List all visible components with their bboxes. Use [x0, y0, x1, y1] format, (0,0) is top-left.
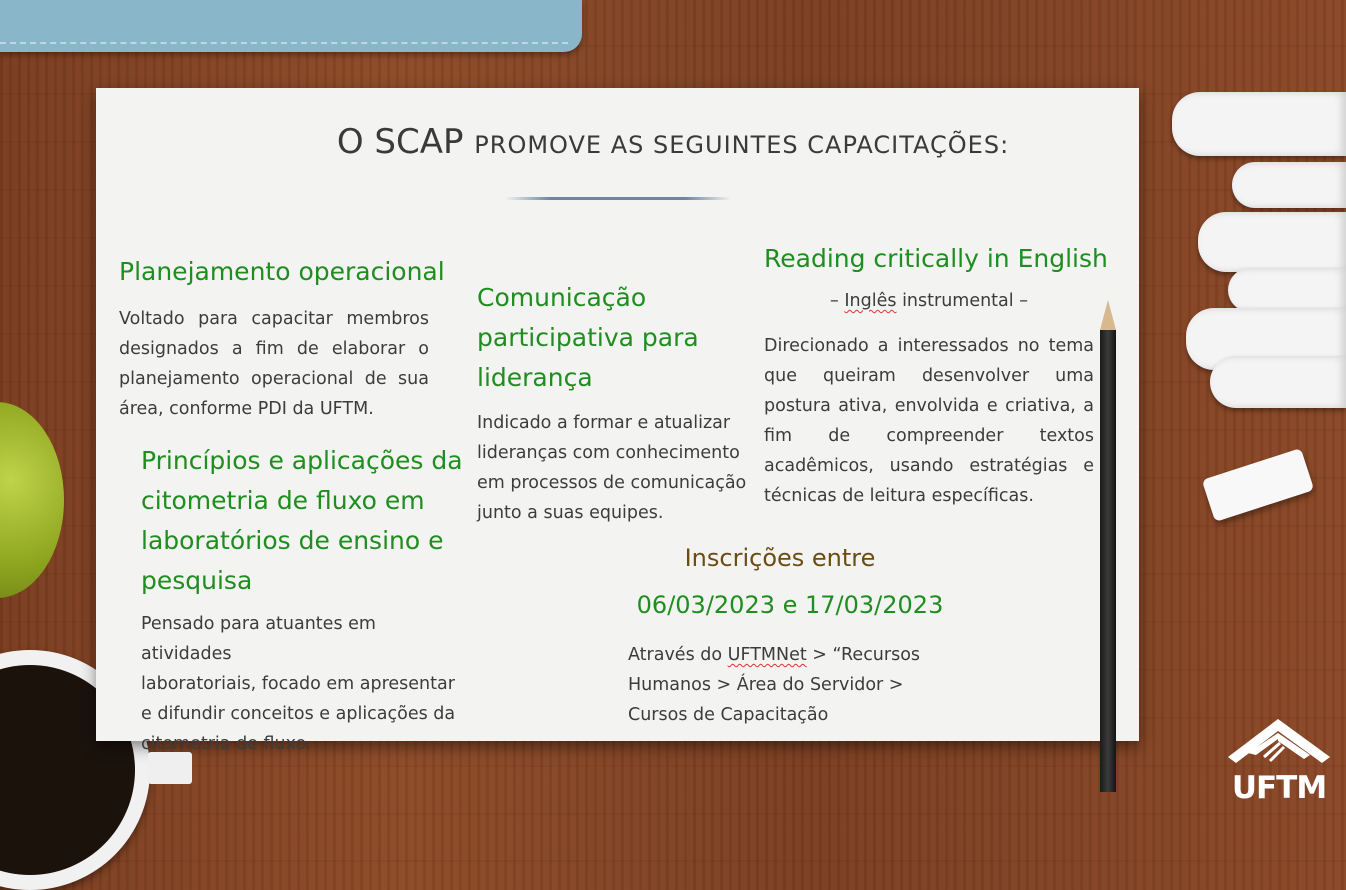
course-heading-reading: Reading critically in English	[764, 244, 1108, 273]
paper-roll	[1228, 268, 1346, 312]
path-line1-rest: > “Recursos	[812, 645, 921, 665]
tablet-cover	[0, 0, 582, 52]
subtitle-rest: instrumental –	[902, 291, 1028, 311]
registration-dates: 06/03/2023 e 17/03/2023	[636, 591, 944, 619]
description-line: postura ativa, envolvida e criativa, a	[764, 396, 1094, 416]
description-line: junto a suas equipes.	[477, 503, 664, 523]
path-line	[628, 640, 948, 670]
description-line: planejamento operacional de sua	[119, 369, 429, 389]
course-description-comunicacao	[477, 408, 747, 528]
subtitle-word: Inglês	[844, 291, 897, 311]
course-description-planejamento	[119, 304, 429, 424]
heading-line: Princípios e aplicações da	[141, 446, 463, 475]
pencil-tip	[1100, 300, 1116, 330]
description-line: fim de compreender textos	[764, 426, 1094, 446]
description-line: designados a fim de elaborar o	[119, 339, 429, 359]
course-description-citometria	[141, 609, 471, 759]
description-line: Indicado a formar e atualizar	[477, 413, 731, 433]
path-prefix: Através do	[628, 645, 723, 665]
title-divider	[505, 197, 731, 200]
course-heading-citometria	[141, 441, 463, 601]
eraser	[1202, 448, 1315, 522]
description-line: lideranças com conhecimento	[477, 443, 740, 463]
description-line: Pensado para atuantes em atividades	[141, 614, 376, 664]
title-main: O SCAP	[336, 122, 464, 162]
description-line: e difundir conceitos e aplicações da	[141, 704, 456, 724]
description-line: laboratoriais, focado em apresentar	[141, 674, 455, 694]
logo-text: UFTM	[1231, 770, 1327, 806]
description-line: técnicas de leitura específicas.	[764, 486, 1034, 506]
path-line: Cursos de Capacitação	[628, 705, 829, 725]
heading-line: participativa para	[477, 323, 699, 352]
paper-roll	[1210, 356, 1346, 408]
course-heading-comunicacao	[477, 278, 699, 398]
paper-roll	[1198, 212, 1346, 272]
apple	[0, 402, 64, 598]
path-line: Humanos > Área do Servidor >	[628, 675, 904, 695]
heading-line: citometria de fluxo em	[141, 486, 425, 515]
subtitle-dash: –	[830, 291, 839, 311]
heading-line: liderança	[477, 363, 593, 392]
description-line: Voltado para capacitar membros	[119, 309, 429, 329]
heading-line: Comunicação	[477, 283, 647, 312]
description-line: Direcionado a interessados no tema	[764, 336, 1094, 356]
description-line: que queiram desenvolver uma	[764, 366, 1094, 386]
path-system: UFTMNet	[727, 645, 807, 665]
registration-path	[628, 640, 948, 730]
heading-line: laboratórios de ensino e	[141, 526, 444, 555]
heading-line: pesquisa	[141, 566, 253, 595]
description-line: acadêmicos, usando estratégias e	[764, 456, 1094, 476]
description-line: em processos de comunicação	[477, 473, 747, 493]
course-heading-planejamento: Planejamento operacional	[119, 257, 445, 286]
description-line: citometria de fluxo.	[141, 734, 312, 754]
pencil	[1100, 330, 1116, 792]
course-description-reading	[764, 331, 1094, 511]
paper-roll	[1232, 162, 1346, 208]
page-title	[0, 122, 1346, 162]
registration-label: Inscrições entre	[684, 544, 876, 572]
title-rest: PROMOVE AS SEGUINTES CAPACITAÇÕES:	[474, 131, 1010, 159]
course-subtitle-reading	[764, 286, 1094, 316]
description-line: área, conforme PDI da UFTM.	[119, 399, 374, 419]
